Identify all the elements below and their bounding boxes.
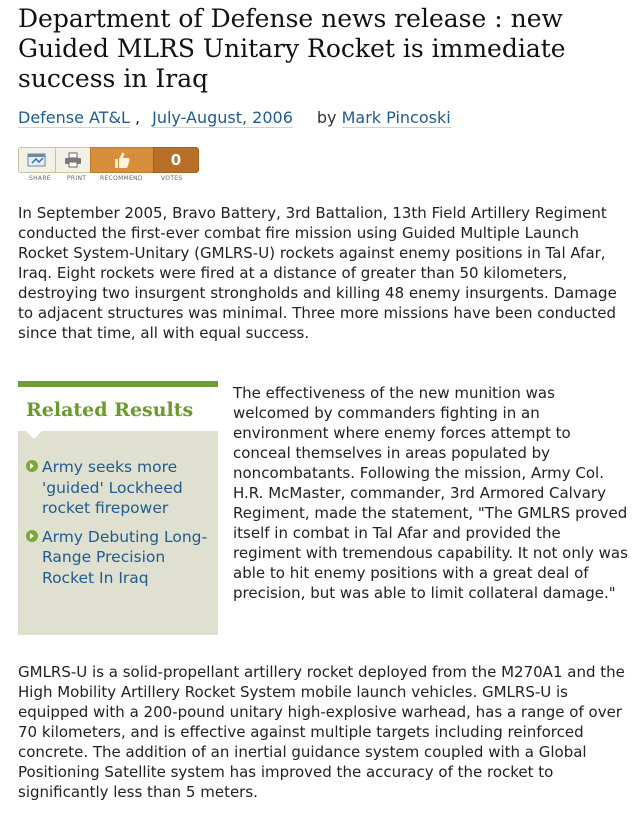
article-paragraph-1: In September 2005, Bravo Battery, 3rd Battalion, 13th Field Artillery Regiment conducted the first-ever combat fire mission using Guided Multiple Launch Rocket System-Unitary (GMLRS-U) rockets against enemy positions in Tal Afar, Iraq. Eight rockets were fired at a distance of greater than 50 kilometers, destroying two insurgent strongholds and killing 48 enemy insurgents. Damage to adjacent structures was minimal. Three more missions have been conducted since that time, all with equal success. [18, 204, 617, 342]
arrow-bullet-icon [26, 530, 38, 542]
related-results-box [18, 381, 218, 635]
publication-link[interactable]: Defense AT&L [18, 108, 130, 127]
print-button[interactable] [55, 147, 91, 173]
author-link[interactable]: Mark Pincoski [341, 108, 451, 127]
share-label: SHARE [29, 175, 51, 182]
related-item [26, 527, 214, 589]
header-notch [26, 431, 42, 439]
related-link[interactable]: Army seeks more 'guided' Lockheed rocket firepower [42, 458, 183, 517]
issue-date-link[interactable]: July-August, 2006 [152, 108, 293, 127]
share-icon [27, 152, 47, 168]
article-headline: Department of Defense news release : new Guided MLRS Unitary Rocket is immediate success in Iraq [18, 4, 566, 93]
print-label: PRINT [67, 175, 87, 182]
votes-count: 0 [153, 147, 199, 173]
related-results-title: Related Results [26, 399, 194, 421]
byline-by: by [316, 108, 337, 127]
recommend-label: RECOMMEND [100, 175, 143, 182]
article-paragraph-3: GMLRS-U is a solid-propellant artillery rocket deployed from the M270A1 and the High Mobility Artillery Rocket System mobile launch vehicles. GMLRS-U is equipped with a 200-pound unitary high-explosive warhead, has a range of over 70 kilometers, and is effective against multiple targets including reinforced concrete. The addition of an inertial guidance system coupled with a Global Positioning Satellite system has improved the accuracy of the rocket to significantly less than 5 meters. [18, 663, 625, 801]
related-item [26, 457, 214, 519]
arrow-bullet-icon [26, 460, 38, 472]
related-link[interactable]: Army Debuting Long-Range Precision Rocket In Iraq [42, 527, 208, 587]
share-button[interactable] [18, 147, 56, 173]
print-icon [64, 152, 82, 168]
recommend-button[interactable] [90, 147, 154, 173]
article-paragraph-2: The effectiveness of the new munition was welcomed by commanders fighting in an environment where enemy forces attempt to conceal themselves in areas populated by noncombatants. Following the mission, Army Col. H.R. McMaster, commander, 3rd Armored Calvary Regiment, made the statement, "The GMLRS proved itself in combat in Tal Afar and provided the regiment with tremendous capability. It not only was able to hit enemy positions with a great deal of precision, but was able to limit collateral damage." [233, 384, 628, 602]
votes-label: VOTES [161, 175, 183, 182]
thumbs-up-icon [112, 151, 132, 169]
related-results-list [26, 457, 214, 596]
byline: Defense AT&L , July-August, 2006 by Mark Pincoski [18, 108, 451, 127]
related-results-header [18, 387, 218, 431]
